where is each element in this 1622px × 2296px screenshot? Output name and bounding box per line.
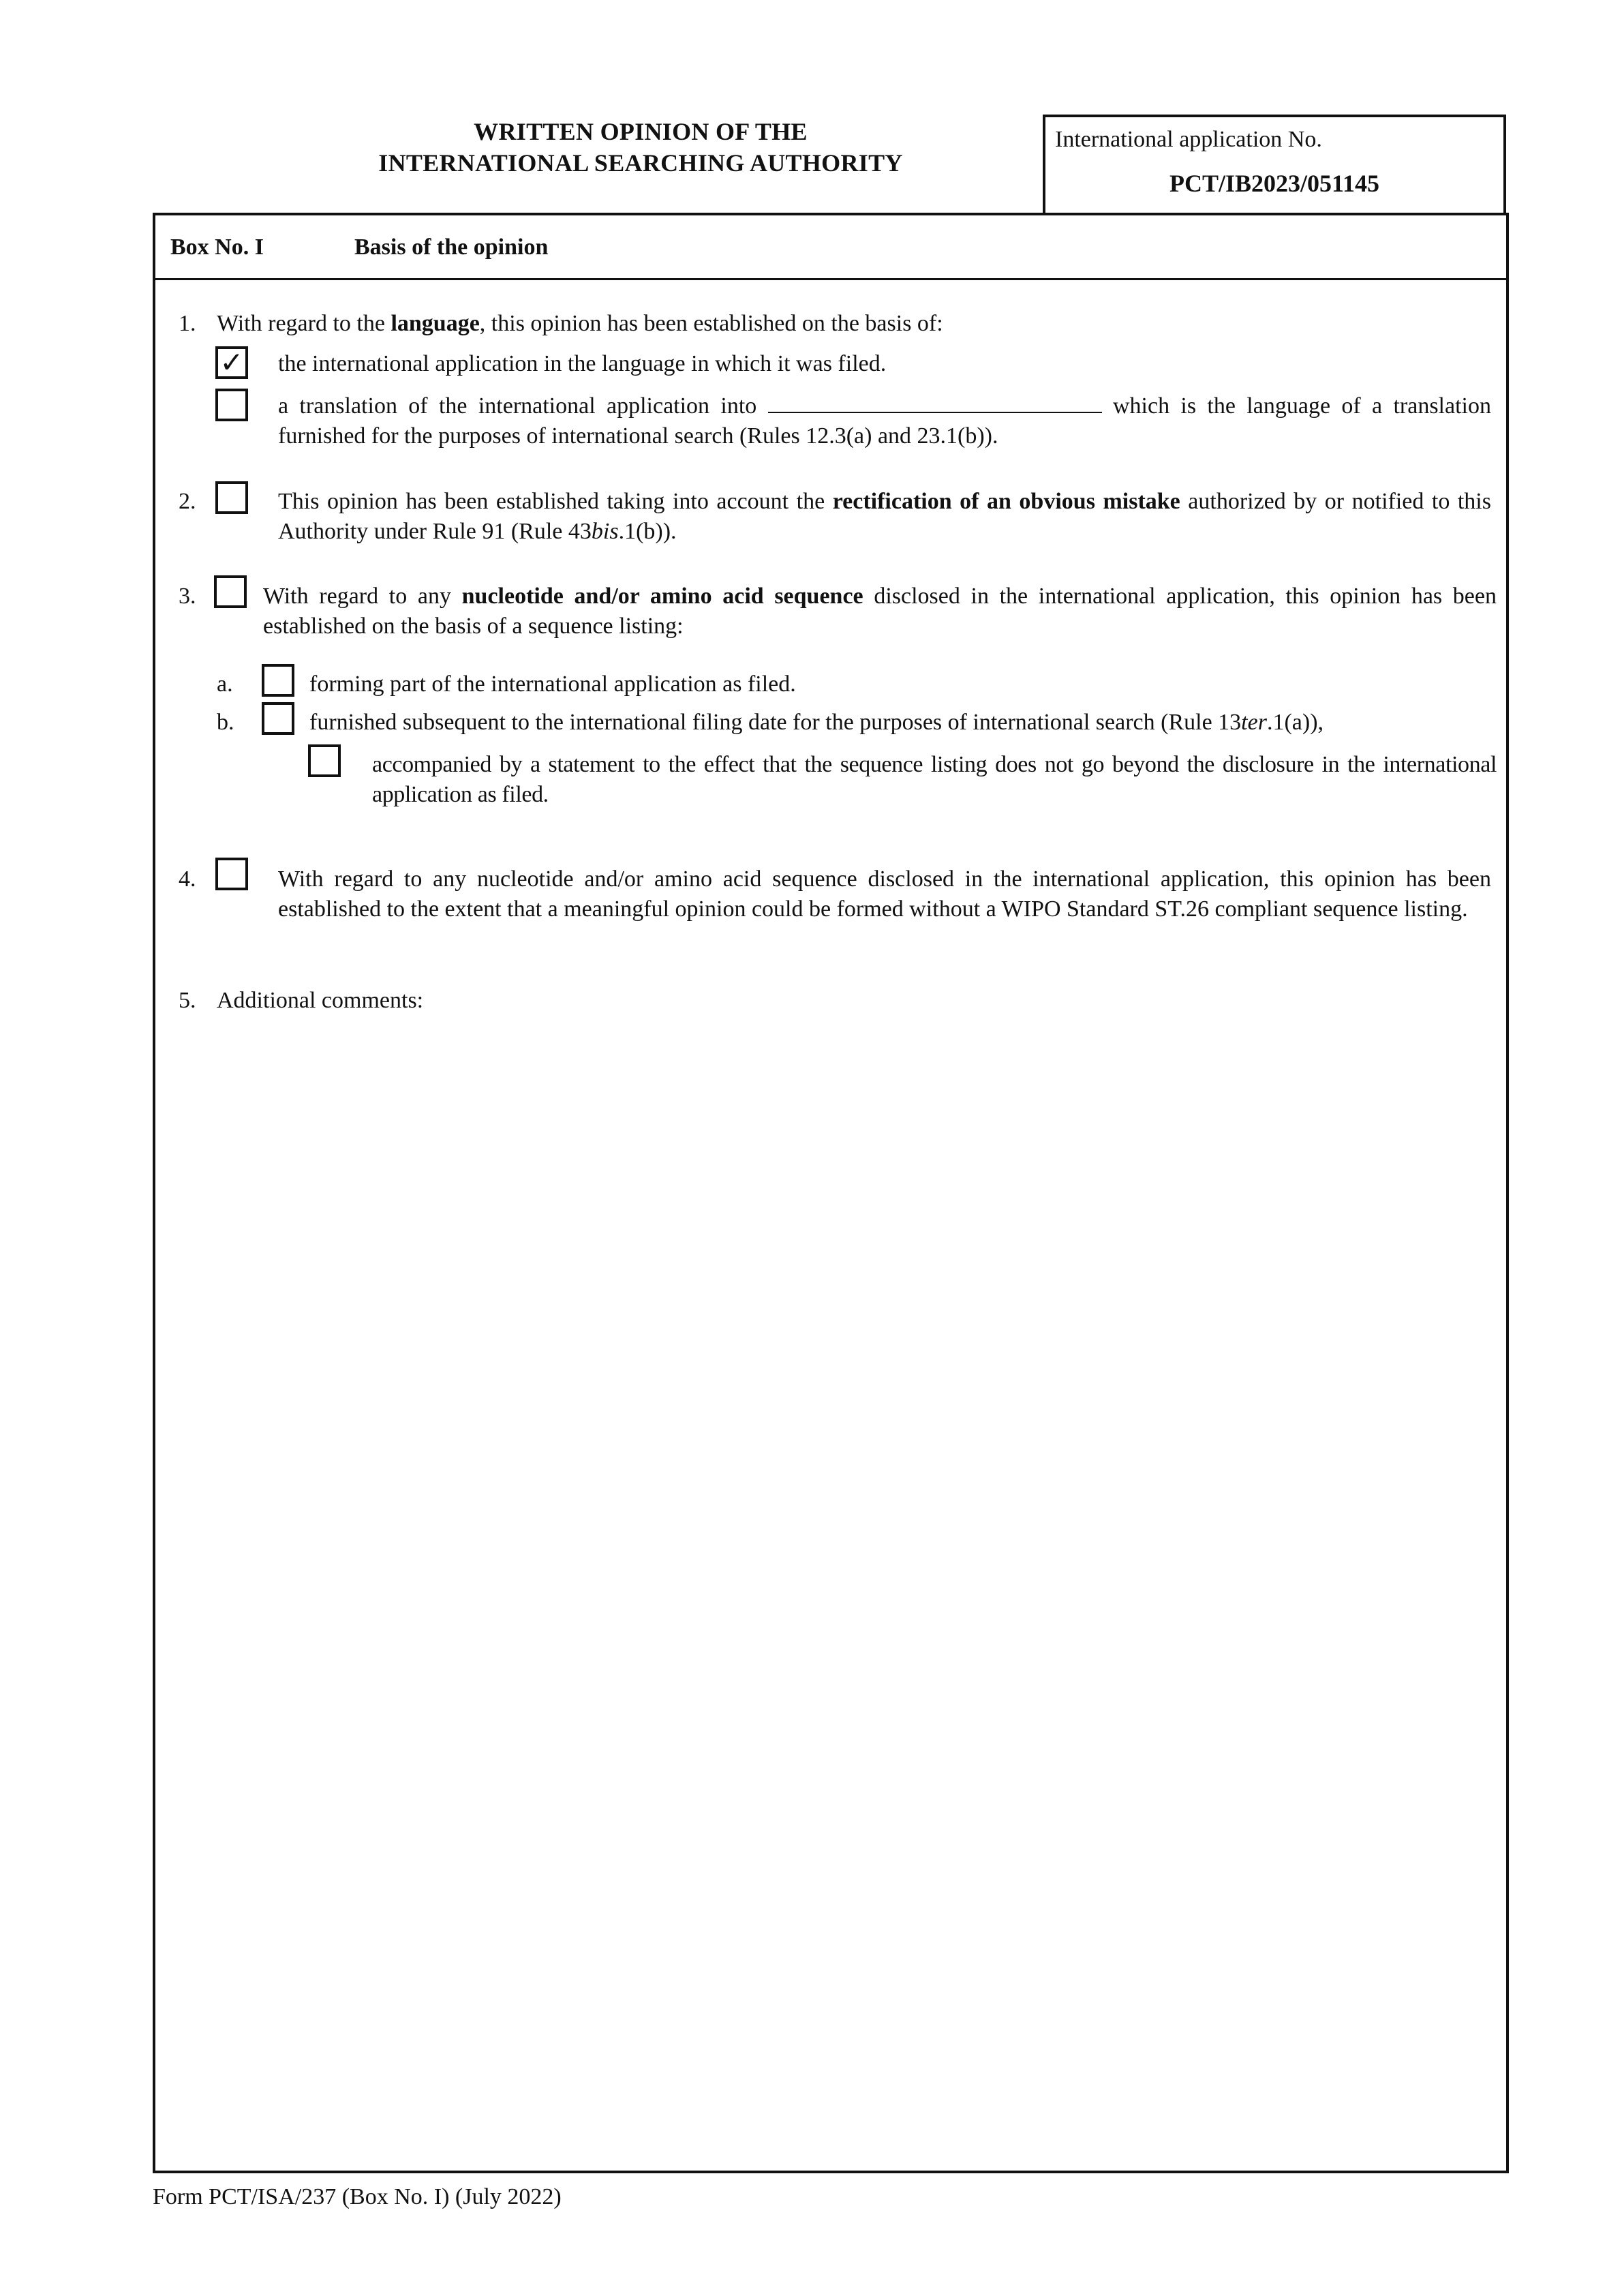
box-number: Box No. I bbox=[170, 235, 264, 260]
language-blank-field[interactable] bbox=[768, 391, 1102, 413]
item-1b-checkbox[interactable] bbox=[215, 389, 248, 421]
item-3-number: 3. bbox=[179, 584, 196, 609]
box-title: Basis of the opinion bbox=[354, 235, 549, 260]
item-3c-checkbox[interactable] bbox=[308, 744, 341, 777]
item-4-checkbox[interactable] bbox=[215, 858, 248, 890]
item-5-text: Additional comments: bbox=[217, 988, 424, 1013]
item-3b-text: furnished subsequent to the international filing date for the purposes of international search (Rule 13ter.1(a)), bbox=[309, 710, 1324, 735]
item-1-text: With regard to the language, this opinion has been established on the basis of: bbox=[217, 311, 943, 336]
box-header-divider bbox=[153, 278, 1509, 280]
item-5-number: 5. bbox=[179, 988, 196, 1013]
form-title-line-2: INTERNATIONAL SEARCHING AUTHORITY bbox=[378, 149, 903, 177]
application-number-box bbox=[1043, 115, 1506, 214]
item-1a-checkbox[interactable] bbox=[215, 346, 248, 379]
item-3a-text: forming part of the international application as filed. bbox=[309, 671, 796, 697]
item-2-text: This opinion has been established taking into account the rectification of an obvious mistake authorized by or notified to this Authority under Rule 91 (Rule 43bis.1(b)). bbox=[278, 489, 1491, 544]
item-3b-label: b. bbox=[217, 710, 234, 735]
item-3a-label: a. bbox=[217, 671, 233, 697]
item-4-number: 4. bbox=[179, 866, 196, 892]
item-1b-text: a translation of the international application into which is the language of a translation furnished for the purposes of international search (Rules 12.3(a) and 23.1(b)). bbox=[278, 391, 1491, 451]
item-3-checkbox[interactable] bbox=[214, 575, 247, 608]
item-1-number: 1. bbox=[179, 311, 196, 336]
item-2-checkbox[interactable] bbox=[215, 481, 248, 514]
checkmark-icon: ✓ bbox=[219, 346, 244, 379]
item-1a-text: the international application in the language in which it was filed. bbox=[278, 351, 887, 376]
application-number-label: International application No. bbox=[1055, 127, 1322, 152]
form-title-line-1: WRITTEN OPINION OF THE bbox=[474, 118, 808, 145]
item-3c-text: accompanied by a statement to the effect that the sequence listing does not go beyond the disclosure in the international application as filed. bbox=[372, 752, 1497, 807]
item-2-number: 2. bbox=[179, 489, 196, 514]
item-3a-checkbox[interactable] bbox=[262, 664, 294, 697]
item-4-text: With regard to any nucleotide and/or amino acid sequence disclosed in the international application, this opinion has been established to the extent that a meaningful opinion could be formed without a WIPO Standard ST.26 compliant sequence listing. bbox=[278, 866, 1491, 922]
item-3b-checkbox[interactable] bbox=[262, 702, 294, 735]
item-3-text: With regard to any nucleotide and/or amino acid sequence disclosed in the international application, this opinion has been established on the basis of a sequence listing: bbox=[263, 584, 1497, 639]
application-number-value: PCT/IB2023/051145 bbox=[1169, 170, 1380, 197]
form-footer: Form PCT/ISA/237 (Box No. I) (July 2022) bbox=[153, 2184, 562, 2209]
